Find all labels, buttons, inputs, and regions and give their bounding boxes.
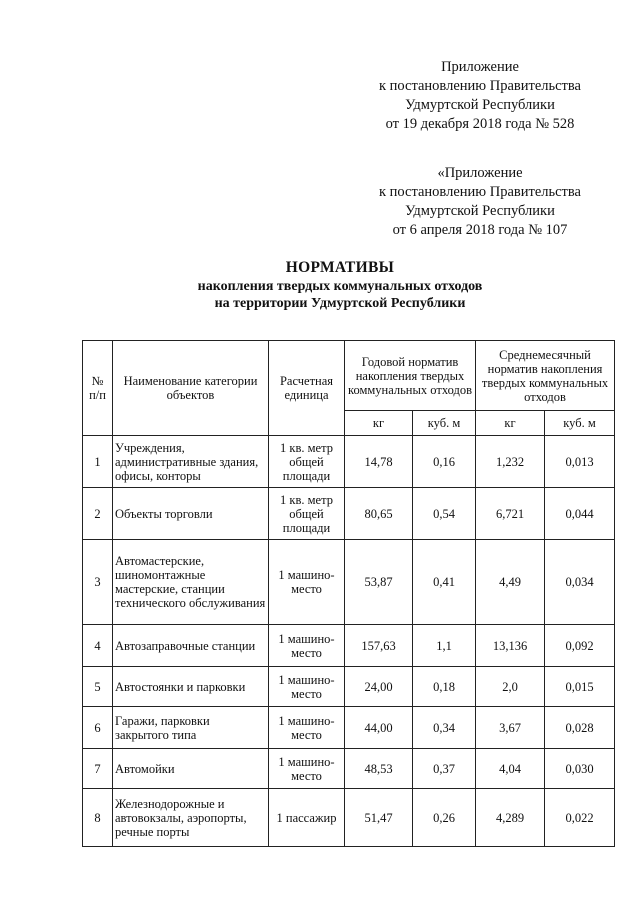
header-annual: Годовой норматив накопления твердых коммунальных отходов (345, 341, 476, 411)
row-monthly-kg: 3,67 (476, 707, 545, 749)
row-annual-kg: 51,47 (345, 789, 413, 847)
row-name: Автостоянки и парковки (113, 667, 269, 707)
row-name: Автозаправочные станции (113, 625, 269, 667)
row-unit: 1 машино-место (269, 625, 345, 667)
row-monthly-kg: 1,232 (476, 436, 545, 488)
row-monthly-m3: 0,034 (545, 540, 615, 625)
appendix-line: от 6 апреля 2018 года № 107 (392, 222, 568, 238)
row-name: Гаражи, парковки закрытого типа (113, 707, 269, 749)
row-monthly-m3: 0,015 (545, 667, 615, 707)
table-row (83, 749, 615, 789)
document-subtitle: на территории Удмуртской Республики (214, 296, 466, 311)
appendix-header-original (360, 164, 600, 240)
table-row (83, 488, 615, 540)
appendix-line: к постановлению Правительства (379, 78, 581, 94)
row-unit: 1 машино-место (269, 707, 345, 749)
row-monthly-m3: 0,030 (545, 749, 615, 789)
appendix-line: «Приложение (437, 165, 523, 181)
header-monthly: Среднемесячный норматив накопления твердых коммунальных отходов (476, 341, 615, 411)
row-monthly-kg: 4,04 (476, 749, 545, 789)
table-row (83, 540, 615, 625)
row-annual-m3: 0,16 (413, 436, 476, 488)
row-monthly-m3: 0,022 (545, 789, 615, 847)
row-unit: 1 машино-место (269, 540, 345, 625)
row-name: Железнодорожные и автовокзалы, аэропорты, речные порты (113, 789, 269, 847)
header-unit: Расчетная единица (269, 341, 345, 436)
row-monthly-kg: 6,721 (476, 488, 545, 540)
row-annual-kg: 53,87 (345, 540, 413, 625)
row-num: 3 (83, 540, 113, 625)
row-monthly-m3: 0,013 (545, 436, 615, 488)
row-annual-kg: 48,53 (345, 749, 413, 789)
row-unit: 1 машино-место (269, 749, 345, 789)
row-annual-m3: 0,34 (413, 707, 476, 749)
appendix-line: Удмуртской Республики (405, 97, 555, 113)
row-num: 2 (83, 488, 113, 540)
table-row (83, 789, 615, 847)
row-monthly-kg: 13,136 (476, 625, 545, 667)
row-annual-kg: 157,63 (345, 625, 413, 667)
row-annual-m3: 1,1 (413, 625, 476, 667)
header-num: № п/п (83, 341, 113, 436)
table-row (83, 625, 615, 667)
norms-table (82, 340, 615, 847)
appendix-line: Приложение (441, 59, 519, 75)
row-unit: 1 машино-место (269, 667, 345, 707)
row-annual-m3: 0,26 (413, 789, 476, 847)
document-subtitle: накопления твердых коммунальных отходов (197, 279, 483, 294)
row-name: Объекты торговли (113, 488, 269, 540)
table-row (83, 436, 615, 488)
row-monthly-kg: 2,0 (476, 667, 545, 707)
header-name: Наименование категории объектов (113, 341, 269, 436)
row-annual-m3: 0,18 (413, 667, 476, 707)
row-annual-kg: 44,00 (345, 707, 413, 749)
row-unit: 1 пассажир (269, 789, 345, 847)
header-monthly-kg: кг (476, 411, 545, 436)
row-monthly-m3: 0,092 (545, 625, 615, 667)
header-annual-kg: кг (345, 411, 413, 436)
row-monthly-kg: 4,289 (476, 789, 545, 847)
document-title: НОРМАТИВЫ (285, 259, 395, 276)
row-num: 1 (83, 436, 113, 488)
appendix-line: к постановлению Правительства (379, 184, 581, 200)
row-monthly-kg: 4,49 (476, 540, 545, 625)
row-unit: 1 кв. метр общей площади (269, 436, 345, 488)
row-annual-m3: 0,37 (413, 749, 476, 789)
table-row (83, 667, 615, 707)
row-name: Автомастерские, шиномонтажные мастерские, станции технического обслуживания (113, 540, 269, 625)
row-annual-kg: 24,00 (345, 667, 413, 707)
row-monthly-m3: 0,028 (545, 707, 615, 749)
row-num: 4 (83, 625, 113, 667)
row-name: Учреждения, административные здания, офисы, конторы (113, 436, 269, 488)
table-row (83, 707, 615, 749)
appendix-header-current (360, 58, 600, 134)
header-annual-m3: куб. м (413, 411, 476, 436)
appendix-line: от 19 декабря 2018 года № 528 (385, 116, 575, 132)
row-num: 6 (83, 707, 113, 749)
row-monthly-m3: 0,044 (545, 488, 615, 540)
row-unit: 1 кв. метр общей площади (269, 488, 345, 540)
header-monthly-m3: куб. м (545, 411, 615, 436)
appendix-line: Удмуртской Республики (405, 203, 555, 219)
document-heading (60, 258, 620, 312)
row-num: 8 (83, 789, 113, 847)
row-annual-m3: 0,41 (413, 540, 476, 625)
row-annual-kg: 80,65 (345, 488, 413, 540)
row-num: 5 (83, 667, 113, 707)
row-annual-kg: 14,78 (345, 436, 413, 488)
row-name: Автомойки (113, 749, 269, 789)
table-header-row (83, 341, 615, 411)
row-num: 7 (83, 749, 113, 789)
row-annual-m3: 0,54 (413, 488, 476, 540)
